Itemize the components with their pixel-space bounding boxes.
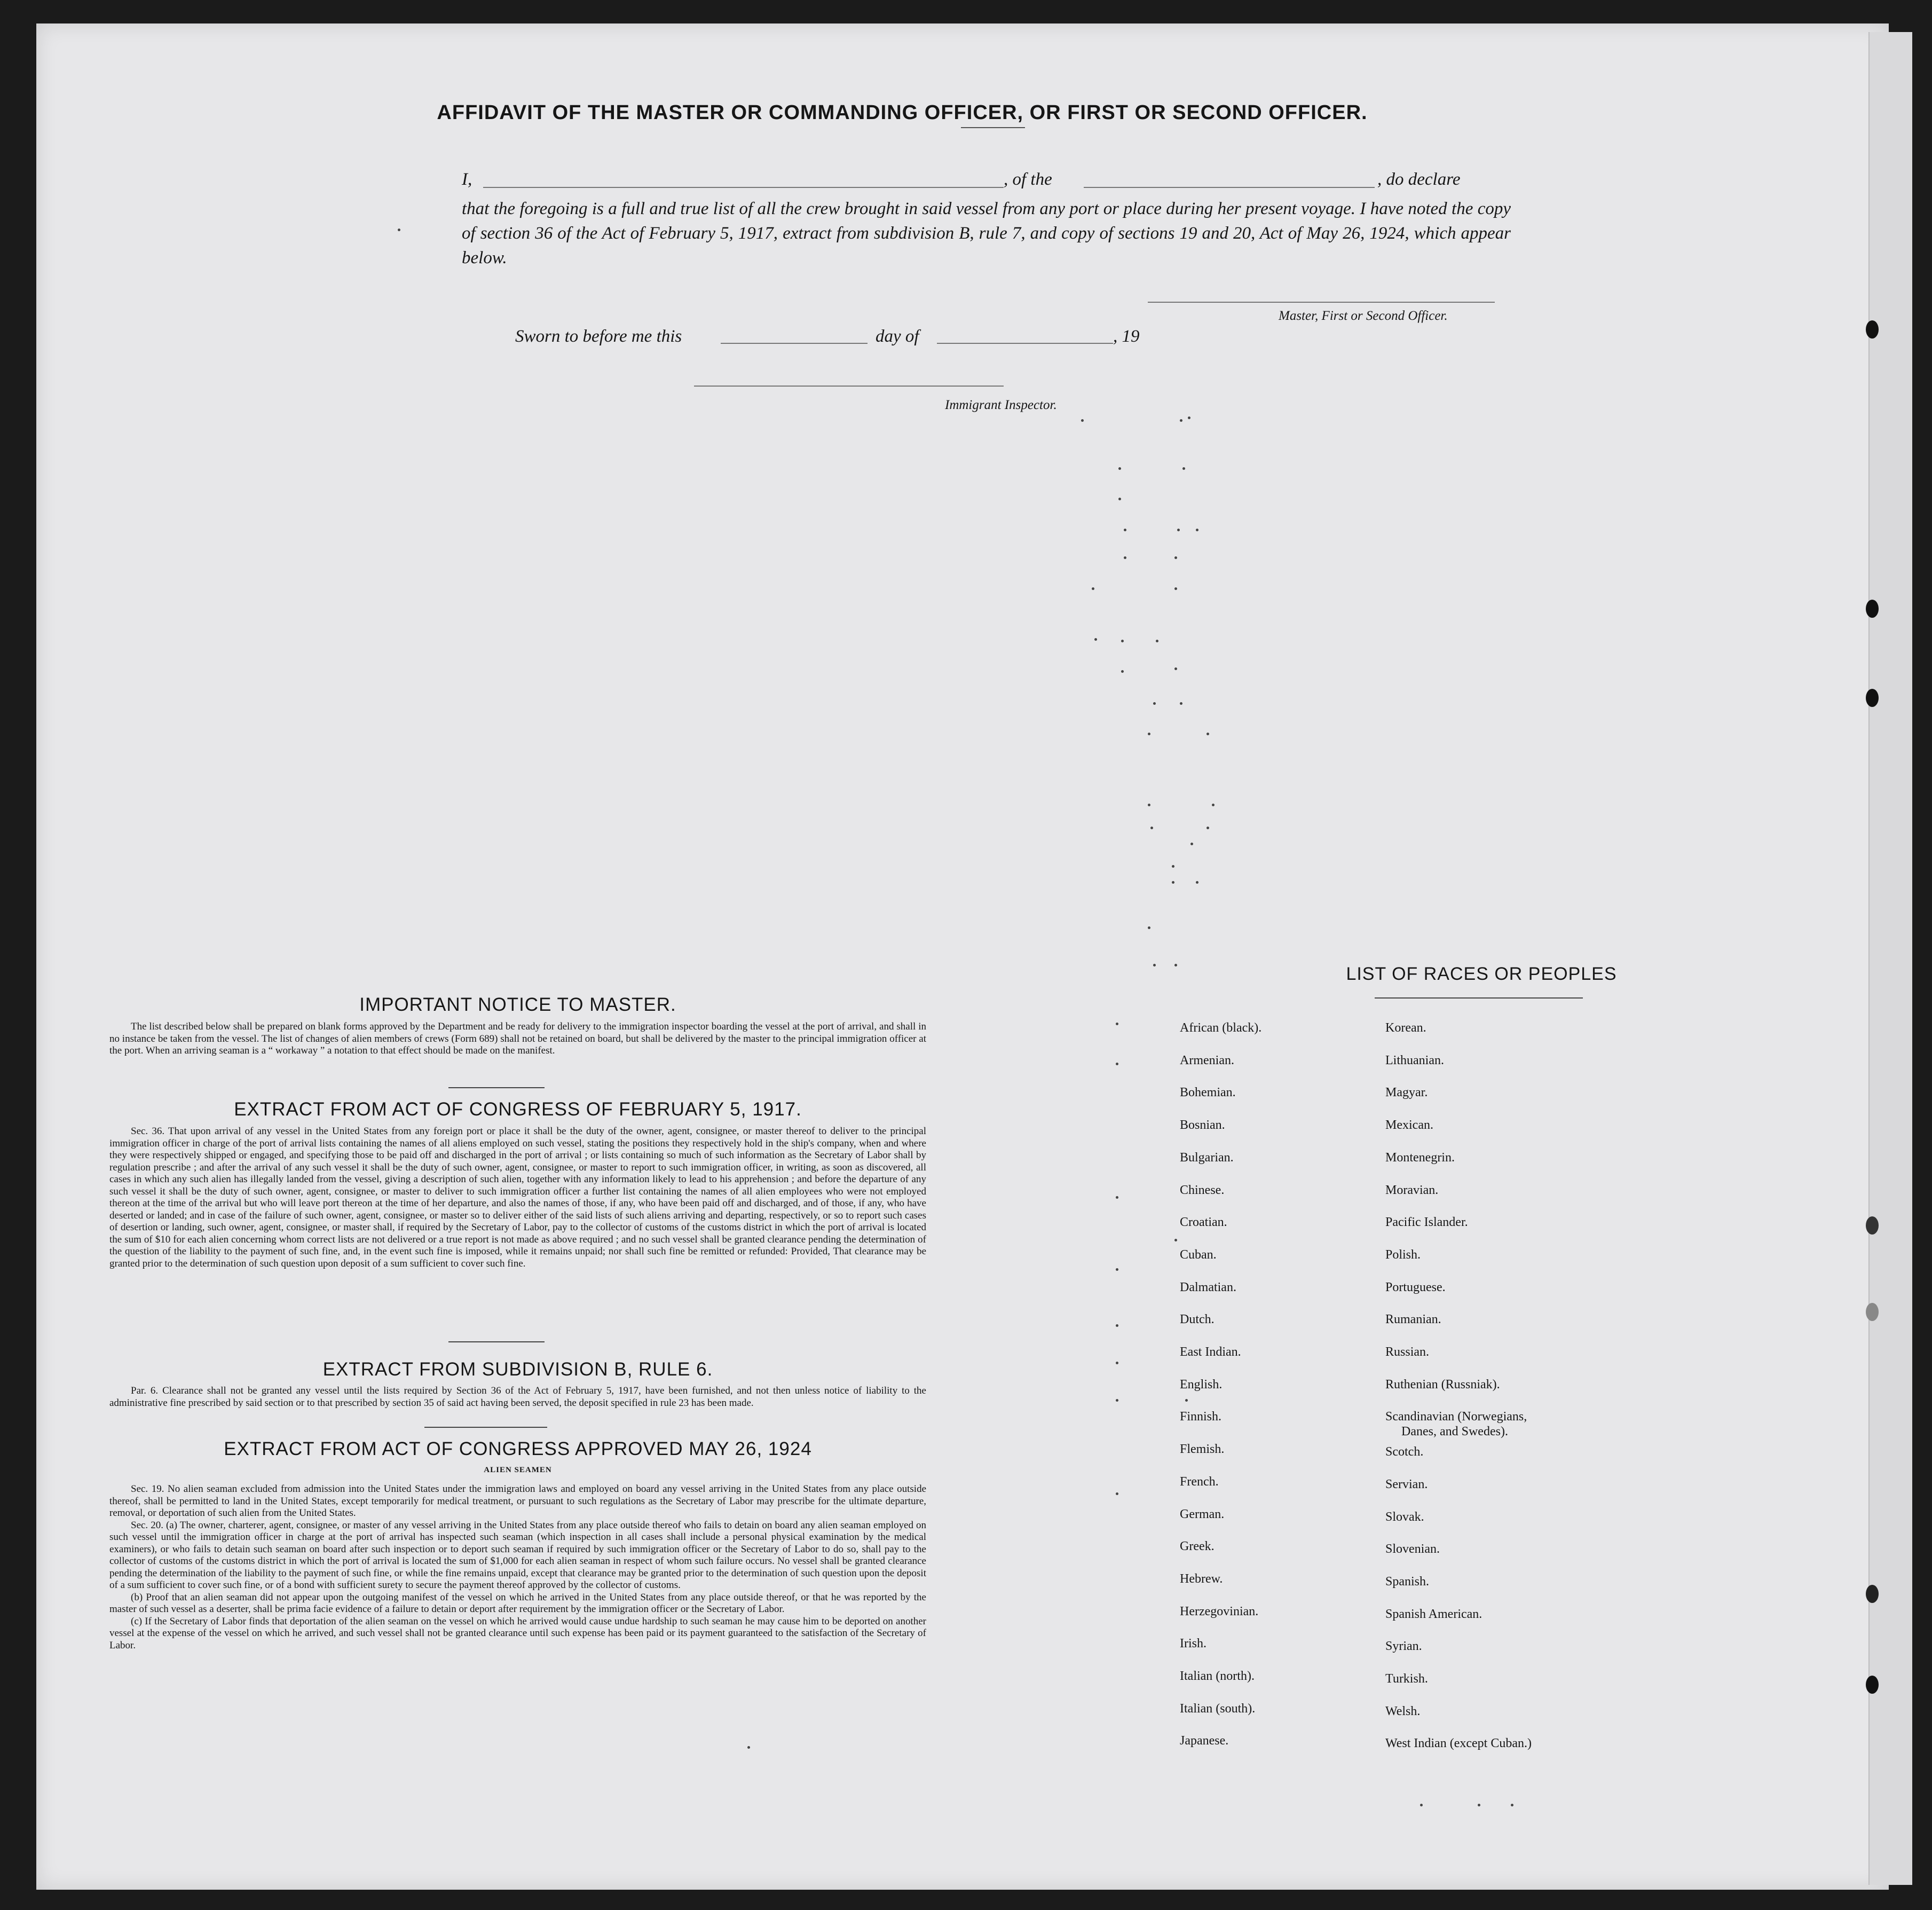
declare-end: , do declare (1377, 170, 1461, 189)
binding-hole (1866, 600, 1879, 618)
notice-body (109, 1021, 926, 1057)
race-item: Portuguese. (1385, 1280, 1446, 1294)
speck (1156, 640, 1158, 642)
extract-1924-title: EXTRACT FROM ACT OF CONGRESS APPROVED MAY 26, 1924 (224, 1439, 812, 1459)
race-item: Armenian. (1180, 1053, 1234, 1067)
race-item: Scandinavian (Norwegians, (1385, 1410, 1527, 1424)
speck (1478, 1804, 1480, 1806)
speck (1196, 881, 1198, 884)
race-item: French. (1180, 1474, 1219, 1489)
binding-hole (1866, 320, 1879, 339)
race-item: Italian (north). (1180, 1669, 1255, 1683)
race-item: Ruthenian (Russniak). (1385, 1377, 1500, 1392)
speck (1196, 529, 1198, 531)
speck (1174, 587, 1177, 590)
speck (1116, 1268, 1118, 1271)
race-item: Cuban. (1180, 1247, 1217, 1262)
speck (1174, 1239, 1177, 1241)
race-item: Slovenian. (1385, 1542, 1440, 1557)
race-item: Dutch. (1180, 1312, 1215, 1327)
race-item: Danes, and Swedes). (1401, 1425, 1508, 1439)
race-item: Pacific Islander. (1385, 1215, 1468, 1230)
race-item: East Indian. (1180, 1345, 1241, 1359)
par-6-paragraph: Par. 6. Clearance shall not be granted any vessel until the lists required by Section 36 of the Act of February 5, 1917, have been furnished, and not then unless notice of liability to the administrative fine prescribed by said section or to that prescribed by section 35 of said act having been served, the deposit specified in rule 23 has been made. (109, 1385, 926, 1409)
notice-title: IMPORTANT NOTICE TO MASTER. (359, 994, 676, 1015)
rule-6-title: EXTRACT FROM SUBDIVISION B, RULE 6. (322, 1359, 713, 1380)
officer-signature-label: Master, First or Second Officer. (1279, 309, 1448, 323)
race-item: Hebrew. (1180, 1571, 1223, 1586)
race-item: Japanese. (1180, 1734, 1229, 1748)
speck (1116, 1196, 1118, 1199)
race-item: Lithuanian. (1385, 1053, 1444, 1067)
speck (1121, 670, 1124, 673)
divider (424, 1427, 547, 1428)
race-item: Croatian. (1180, 1215, 1227, 1230)
speck (398, 229, 400, 231)
speck (747, 1746, 750, 1749)
speck (1212, 804, 1215, 806)
race-item: Magyar. (1385, 1086, 1428, 1100)
sec-36-paragraph: Sec. 36. That upon arrival of any vessel in the United States from any foreign port or place it shall be the duty of the owner, agent, consignee, or master thereof to deliver to the principal immigration officer in charge of the port of arrival lists containing the names of all aliens employed on such vessel, stating the positions they respectively hold in the ship's company, when and where they were respectively shipped or engaged, and specifying those to be paid off and discharged in the port of arrival ; or lists containing so much of such information as the Secretary of Labor shall by regulation prescribe ; and after the arrival of any such vessel it shall be the duty of such owner, agent, consignee, or master to report to such immigration officer, in writing, as soon as discovered, all cases in which any such alien has illegally landed from the vessel, giving a description of such alien, together with any information likely to lead to his apprehension ; and before the departure of any such vessel it shall be the duty of such owner, agent, consignee, or master to deliver to such immigration officer a further list containing the names of all alien employees who were not employed thereon at the time of the arrival but who will leave port thereon at the time of her departure, and also the names of those, if any, who have been paid off and discharged, and of those, if any, who have deserted or landed; and in case of the failure of such owner, agent, consignee, or master so to deliver either of the said lists of such aliens arriving and departing, respectively, or so to report such cases of desertion or landing, such owner, agent, consignee, or master shall, if required by the Secretary of Labor, pay to the collector of customs of the customs district in which the port of arrival is located the sum of $10 for each alien concerning whom correct lists are not delivered or a true report is not made as above required ; and no such vessel shall be granted clearance pending the determination of the question of the liability to the payment of such fine, and, in the event such fine is imposed, while it remains unpaid; nor shall such fine be remitted or refunded: Provided, That clearance may be granted prior to the determination of such question upon deposit of a sum sufficient to cover such fine. (109, 1126, 926, 1269)
race-item: Russian. (1385, 1345, 1430, 1359)
race-item: Moravian. (1385, 1183, 1439, 1197)
speck (1124, 556, 1126, 559)
speck (1116, 1492, 1118, 1495)
affidavit-statement: that the foregoing is a full and true list of all the crew brought in said vessel from any port or place during her present voyage. I have noted the copy of section 36 of the Act of February 5, 1917, extract from subdivision B, rule 7, and copy of sections 19 and 20, Act of May 26, 1924, which appear below. (462, 199, 1511, 268)
speck (1206, 827, 1209, 829)
speck (1081, 419, 1084, 422)
speck (1118, 467, 1121, 470)
race-item: Dalmatian. (1180, 1280, 1236, 1294)
races-title: LIST OF RACES OR PEOPLES (1346, 964, 1617, 984)
race-item: Spanish American. (1385, 1607, 1482, 1621)
speck (1153, 964, 1156, 966)
speck (1172, 865, 1174, 868)
extract-1924-body (109, 1483, 926, 1652)
extract-1917-body (109, 1126, 926, 1270)
extract-1917-title: EXTRACT FROM ACT OF CONGRESS OF FEBRUARY 5, 1917. (234, 1099, 802, 1120)
page-edge (1868, 32, 1912, 1885)
sec-20b-paragraph: (b) Proof that an alien seaman did not appear upon the outgoing manifest of the vessel on which he arrived in the United States from any place outside thereof, or that he was reported by the master of such vessel as a deserter, shall be prima facie evidence of a failure to detain or deport after requirement by the immigration officer or the Secretary of Labor. (109, 1591, 926, 1615)
affidavit-title: AFFIDAVIT OF THE MASTER OR COMMANDING OFFICER, OR FIRST OR SECOND OFFICER. (437, 101, 1368, 124)
speck (1148, 804, 1150, 806)
speck (1121, 640, 1124, 642)
declare-i: I, (462, 170, 472, 189)
rule-6-body (109, 1385, 926, 1409)
name-line (483, 187, 1004, 188)
race-item: African (black). (1180, 1021, 1262, 1035)
binding-hole (1866, 1585, 1879, 1603)
race-item: Greek. (1180, 1539, 1215, 1554)
race-item: Syrian. (1385, 1639, 1422, 1654)
race-item: Slovak. (1385, 1510, 1424, 1524)
sworn-day-of: day of (876, 327, 919, 346)
speck (1185, 1399, 1188, 1402)
speck (1094, 638, 1097, 641)
speck (1116, 1362, 1118, 1364)
sec-20a-paragraph: Sec. 20. (a) The owner, charterer, agent, consignee, or master of any vessel arriving in the United States from any place outside thereof who fails to detain on board any alien seaman employed on such vessel until the immigration officer in charge at the port of arrival has inspected such seaman (which inspection in all cases shall include a personal physical examination by the medical examiners), or who fails to detain such seaman on board after such inspection or to deport such seaman if required by such immigration officer or the Secretary of Labor to do so, shall pay to the collector of customs of the customs district in which the port of arrival is located the sum of $1,000 for each alien seaman in respect of whom such failure occurs. No vessel shall be granted clearance pending the determination of the liability to the payment of such fine, or while the fine remains unpaid, except that clearance may be granted prior to the determination of such question upon the deposit of a sum sufficient to cover such fine, or of a bond with sufficient surety to secure the payment thereof approved by the collector of customs. (109, 1519, 926, 1591)
sec-19-paragraph: Sec. 19. No alien seaman excluded from admission into the United States under the immigration laws and employed on board any vessel arriving in the United States from any place outside thereof, shall be permitted to land in the United States, except temporarily for medical treatment, or pursuant to such regulations as the Secretary of Labor may prescribe for the ultimate departure, removal, or deportation of such alien from the United States. (109, 1483, 926, 1519)
speck (1206, 733, 1209, 735)
speck (1420, 1804, 1423, 1806)
race-item: Korean. (1385, 1021, 1426, 1035)
binding-hole (1866, 1216, 1879, 1235)
alien-seamen-subtitle: ALIEN SEAMEN (484, 1466, 552, 1474)
sworn-year: , 19 (1113, 327, 1140, 346)
speck (1150, 827, 1153, 829)
race-item: Bosnian. (1180, 1118, 1225, 1133)
sworn-day-line (721, 343, 868, 344)
speck (1174, 667, 1177, 670)
race-item: Irish. (1180, 1637, 1206, 1651)
notice-paragraph: The list described below shall be prepared on blank forms approved by the Department and be ready for delivery to the immigration inspector boarding the vessel at the port of arrival, and shall in no instance be taken from the vessel. The list of changes of alien members of crews (Form 689) shall not be retained on board, but shall be delivered by the master to the principal immigration officer at the port. When an arriving seaman is a “ workaway ” a notation to that effect should be made on the manifest. (109, 1021, 926, 1056)
speck (1177, 529, 1180, 531)
race-item: Turkish. (1385, 1672, 1428, 1686)
declare-of-the: , of the (1004, 170, 1052, 189)
race-item: West Indian (except Cuban.) (1385, 1736, 1532, 1751)
title-underline (961, 127, 1025, 128)
speck (1182, 467, 1185, 470)
speck (1116, 1324, 1118, 1327)
speck (1188, 416, 1190, 419)
race-item: Welsh. (1385, 1704, 1421, 1718)
speck (1153, 702, 1156, 705)
sworn-month-line (937, 343, 1113, 344)
race-item: Bulgarian. (1180, 1150, 1234, 1165)
race-item: Italian (south). (1180, 1701, 1256, 1716)
race-item: Chinese. (1180, 1183, 1225, 1197)
divider (448, 1341, 545, 1342)
race-item: Montenegrin. (1385, 1150, 1455, 1165)
race-item: Polish. (1385, 1247, 1421, 1262)
race-item: Servian. (1385, 1477, 1428, 1491)
speck (1174, 964, 1177, 966)
divider (448, 1087, 545, 1088)
race-item: German. (1180, 1507, 1225, 1521)
race-item: Spanish. (1385, 1574, 1430, 1589)
speck (1116, 1023, 1118, 1025)
race-item: Bohemian. (1180, 1086, 1236, 1100)
binding-hole (1866, 1676, 1879, 1694)
speck (1116, 1399, 1118, 1402)
race-item: Herzegovinian. (1180, 1604, 1259, 1618)
binding-hole (1866, 1303, 1879, 1321)
race-item: Finnish. (1180, 1410, 1222, 1424)
speck (1148, 733, 1150, 735)
speck (1180, 702, 1182, 705)
inspector-label: Immigrant Inspector. (945, 398, 1057, 412)
binding-hole (1866, 689, 1879, 707)
race-item: Flemish. (1180, 1442, 1225, 1457)
speck (1118, 498, 1121, 500)
speck (1116, 1063, 1118, 1065)
speck (1172, 881, 1174, 884)
race-item: Scotch. (1385, 1445, 1424, 1459)
race-item: English. (1180, 1377, 1223, 1392)
race-item: Mexican. (1385, 1118, 1433, 1133)
sec-20c-paragraph: (c) If the Secretary of Labor finds that deportation of the alien seaman on the vessel on which he arrived would cause undue hardship to such seaman he may cause him to be deported on another vessel at the expense of the vessel on which he arrived, and such vessel shall not be granted clearance until such expense has been paid or its payment guaranteed to the satisfaction of the Secretary of Labor. (109, 1615, 926, 1651)
officer-signature-line (1148, 302, 1495, 303)
speck (1092, 587, 1094, 590)
speck (1190, 843, 1193, 845)
race-item: Rumanian. (1385, 1312, 1441, 1327)
inspector-signature-line (694, 386, 1004, 387)
races-underline (1375, 997, 1583, 999)
speck (1174, 556, 1177, 559)
sworn-prefix: Sworn to before me this (515, 327, 682, 346)
vessel-line (1084, 187, 1375, 188)
speck (1148, 926, 1150, 929)
speck (1511, 1804, 1513, 1806)
speck (1124, 529, 1126, 531)
speck (1180, 419, 1182, 422)
